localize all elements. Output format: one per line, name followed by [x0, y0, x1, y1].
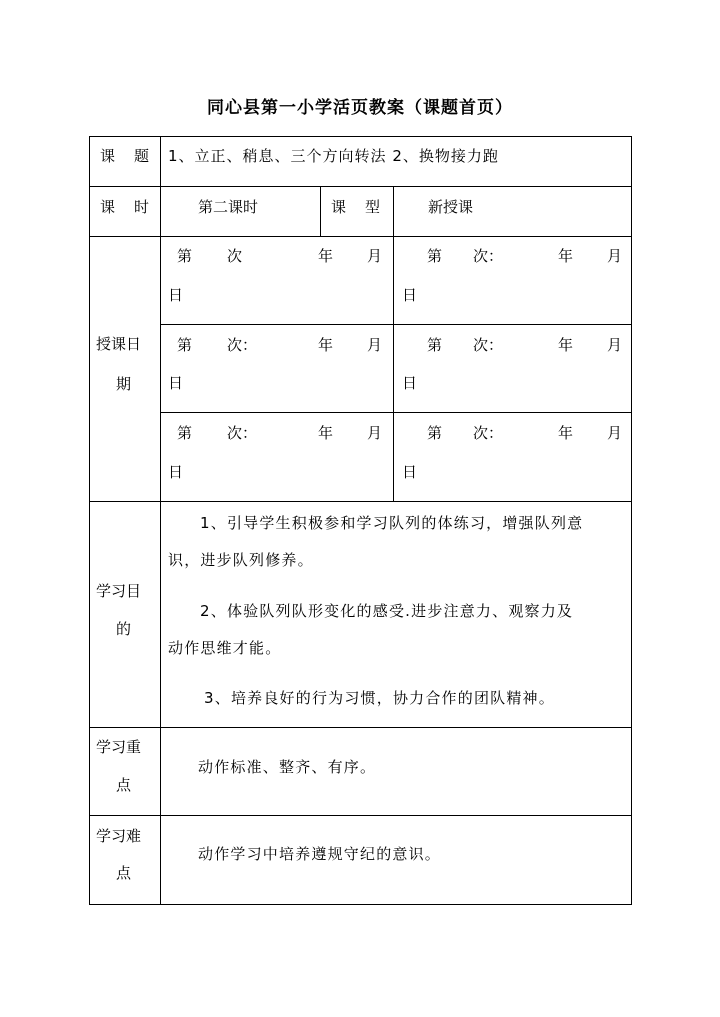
table-border-right: [631, 136, 632, 905]
date-day: 日: [168, 286, 184, 304]
date-di: 第: [427, 336, 443, 354]
goal-1-line2: 识，进步队列修养。: [168, 551, 314, 569]
date-year: 年: [558, 336, 574, 354]
key-label-line2: 点: [116, 776, 132, 794]
row-divider: [89, 727, 632, 728]
lesson-type-label: 课 型: [331, 198, 383, 216]
date-day: 日: [402, 374, 418, 392]
date-ci: 次：: [227, 424, 258, 442]
date-column-divider: [393, 236, 394, 502]
date-month: 月: [367, 336, 383, 354]
date-year: 年: [318, 336, 334, 354]
date-month: 月: [607, 336, 623, 354]
goal-2-line1: 2、体验队列队形变化的感受.进步注意力、观察力及: [200, 602, 574, 620]
date-ci: 次: [227, 247, 243, 265]
topic-label: 课 题: [100, 147, 152, 165]
table-border-top: [89, 136, 632, 137]
row-divider: [89, 236, 632, 237]
date-year: 年: [318, 247, 334, 265]
goal-2-line2: 动作思维才能。: [168, 639, 282, 657]
goal-1-line1: 1、引导学生积极参和学习队列的体练习，增强队列意: [200, 514, 584, 532]
label-column-divider: [160, 136, 161, 905]
row-divider: [89, 186, 632, 187]
date-divider: [160, 412, 632, 413]
dates-label-line1: 授课日: [96, 335, 142, 353]
date-month: 月: [607, 247, 623, 265]
date-day: 日: [402, 463, 418, 481]
date-ci: 次：: [473, 424, 504, 442]
date-day: 日: [168, 463, 184, 481]
goals-label-line1: 学习目: [96, 582, 142, 600]
row-divider: [89, 815, 632, 816]
date-year: 年: [558, 424, 574, 442]
date-year: 年: [558, 247, 574, 265]
period-value: 第二课时: [198, 198, 259, 216]
date-ci: 次：: [473, 336, 504, 354]
date-ci: 次：: [473, 247, 504, 265]
key-label-line1: 学习重: [96, 738, 142, 756]
date-di: 第: [427, 424, 443, 442]
dates-label-line2: 期: [116, 375, 132, 393]
row-divider: [89, 501, 632, 502]
difficulty-label-line1: 学习难: [96, 827, 142, 845]
period-divider-2: [393, 186, 394, 237]
date-divider: [160, 324, 632, 325]
table-border-bottom: [89, 904, 632, 905]
date-di: 第: [177, 247, 193, 265]
date-di: 第: [177, 424, 193, 442]
period-divider-1: [320, 186, 321, 237]
date-month: 月: [607, 424, 623, 442]
date-day: 日: [168, 374, 184, 392]
date-di: 第: [427, 247, 443, 265]
goal-3: 3、培养良好的行为习惯，协力合作的团队精神。: [204, 689, 555, 707]
date-month: 月: [367, 247, 383, 265]
page-title: 同心县第一小学活页教案（课题首页）: [207, 98, 513, 118]
lesson-type-value: 新授课: [428, 198, 474, 216]
date-month: 月: [367, 424, 383, 442]
difficulty-label-line2: 点: [116, 864, 132, 882]
key-value: 动作标准、整齐、有序。: [198, 758, 377, 776]
goals-label-line2: 的: [116, 620, 132, 638]
period-label: 课 时: [100, 198, 152, 216]
date-di: 第: [177, 336, 193, 354]
topic-value: 1、立正、稍息、三个方向转法 2、换物接力跑: [168, 147, 499, 165]
date-ci: 次：: [227, 336, 258, 354]
date-year: 年: [318, 424, 334, 442]
date-day: 日: [402, 286, 418, 304]
table-border-left: [89, 136, 90, 905]
difficulty-value: 动作学习中培养遵规守纪的意识。: [198, 845, 442, 863]
